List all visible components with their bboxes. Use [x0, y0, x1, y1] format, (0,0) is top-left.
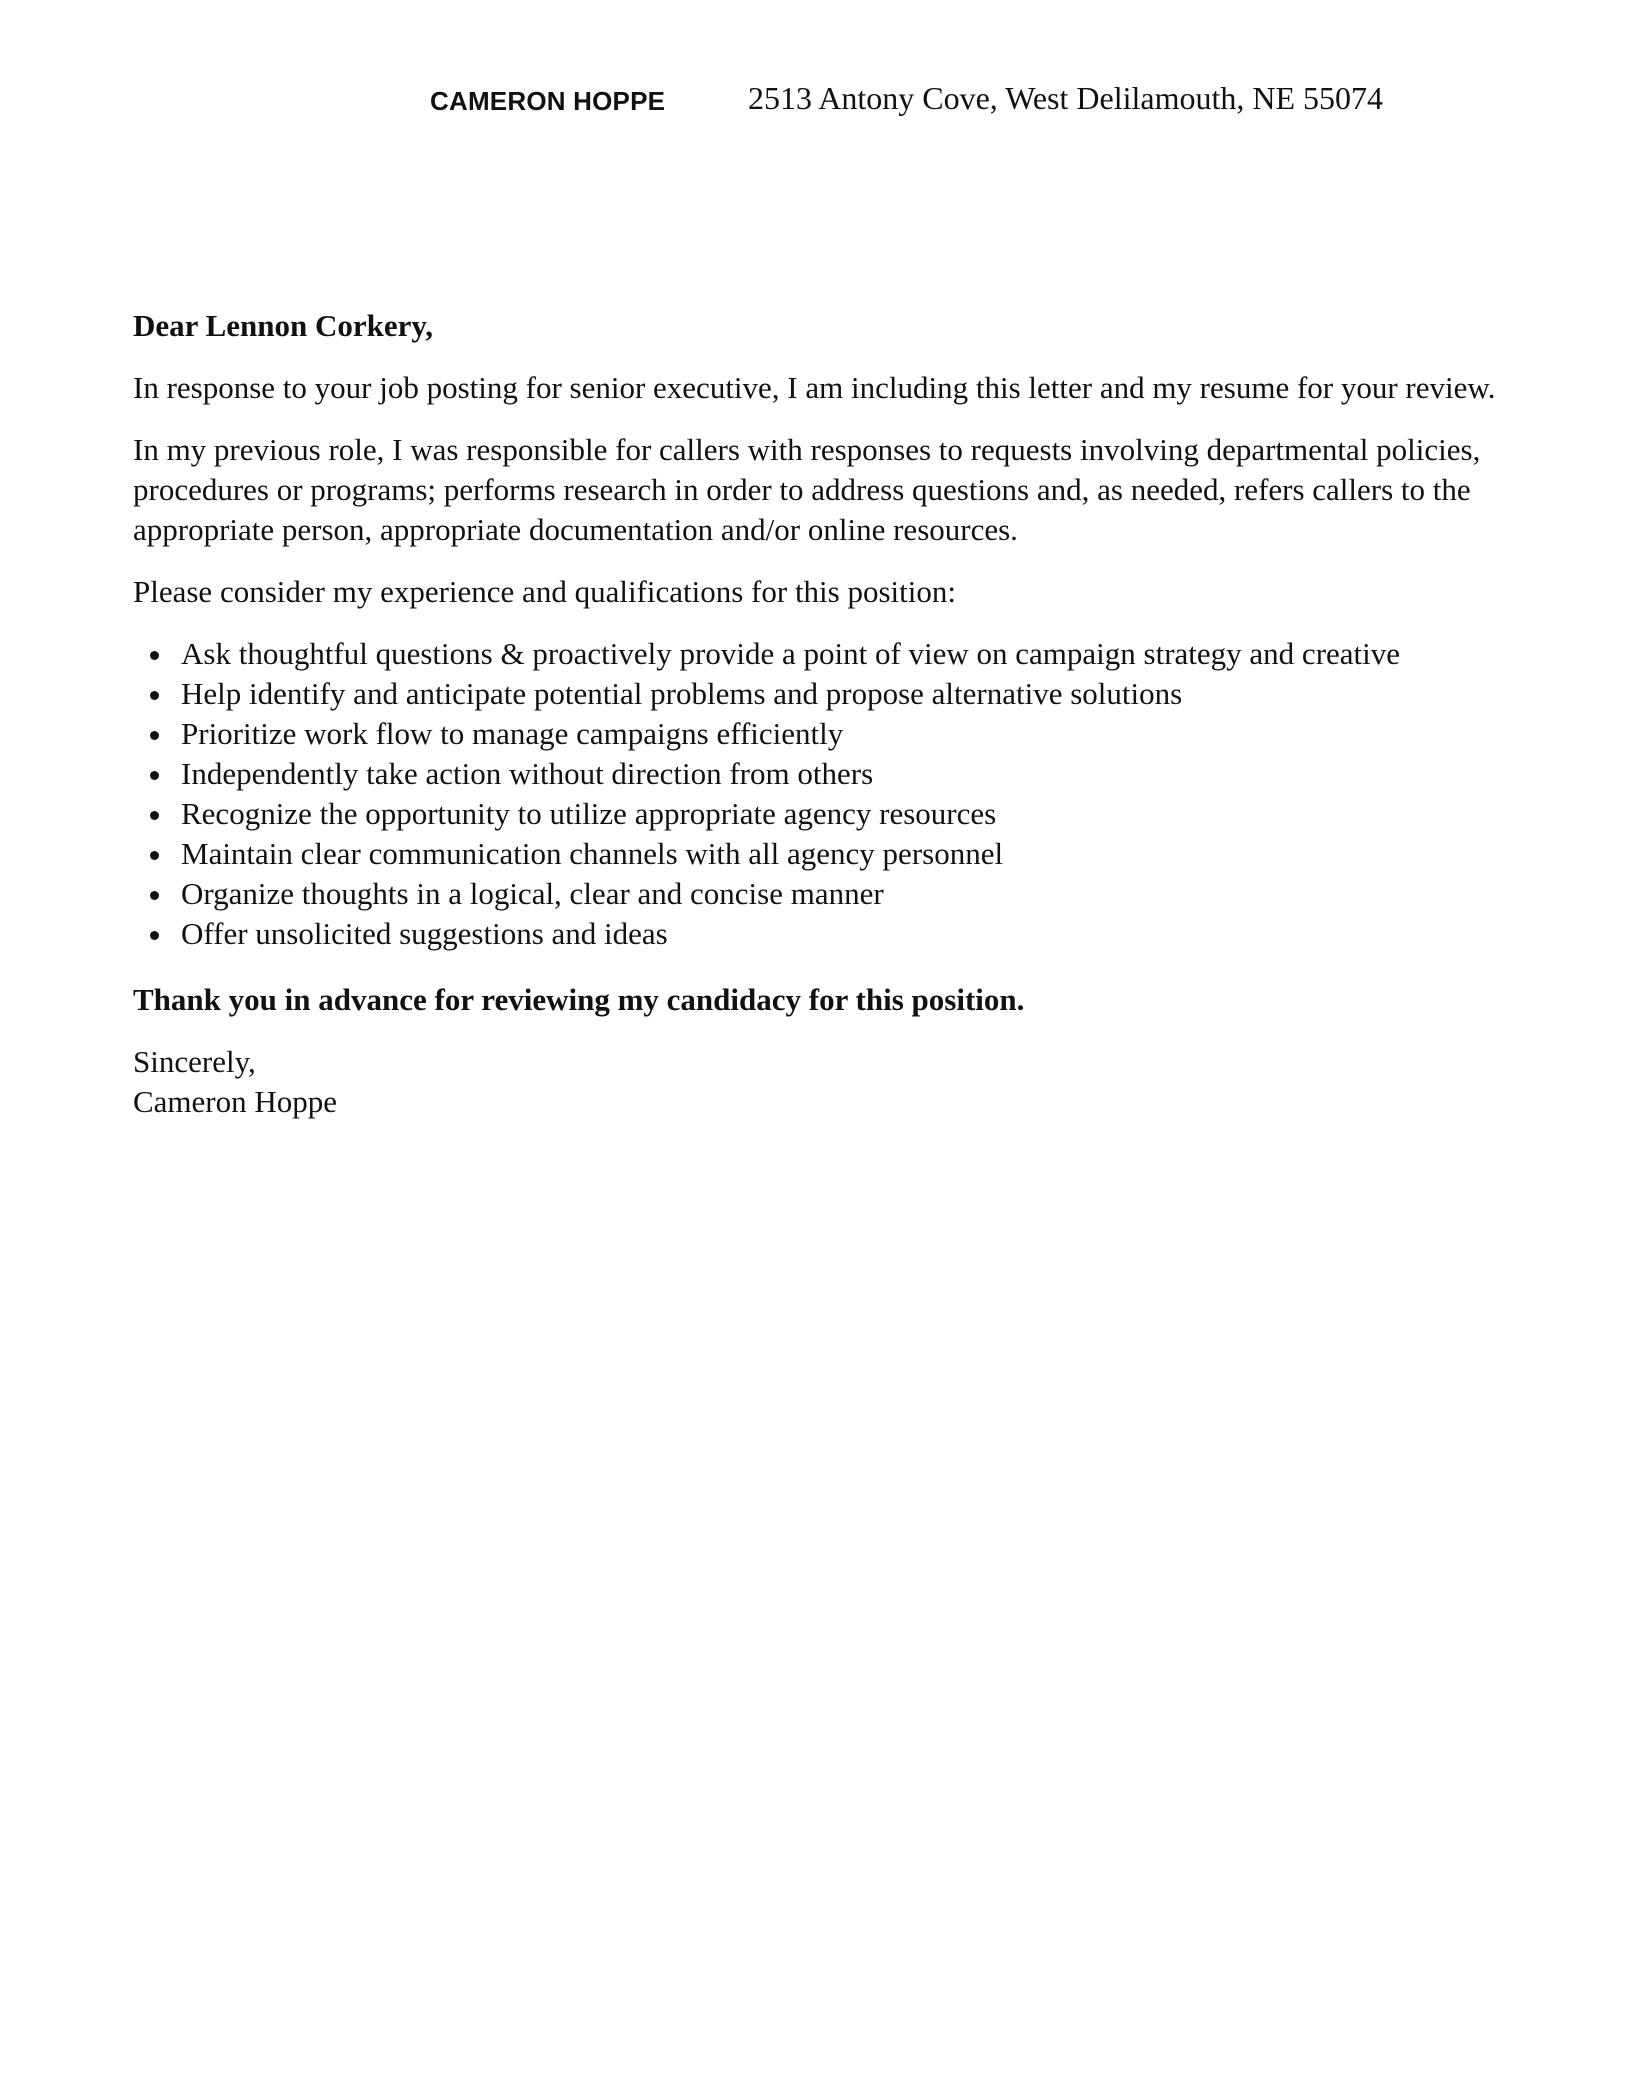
- qualification-text: Ask thoughtful questions & proactively provide a point of view on campaign strategy and creative: [181, 636, 1401, 671]
- qualification-item: [133, 874, 1503, 914]
- qualification-text: Maintain clear communication channels with all agency personnel: [181, 836, 1004, 871]
- experience-paragraph: In my previous role, I was responsible for callers with responses to requests involving departmental policies, procedures or programs; performs research in order to address questions and, as needed, refers callers to the appropriate person, appropriate documentation and/or online resources.: [133, 432, 1481, 547]
- qualifications-list: [133, 634, 1503, 954]
- bullet-icon: [150, 931, 159, 940]
- letter-body: [133, 306, 1503, 1122]
- qualification-item: [133, 714, 1503, 754]
- salutation: Dear Lennon Corkery,: [133, 308, 433, 343]
- qualification-text: Organize thoughts in a logical, clear and concise manner: [181, 876, 884, 911]
- letterhead: [0, 76, 1632, 126]
- qualification-item: [133, 914, 1503, 954]
- qualification-text: Offer unsolicited suggestions and ideas: [181, 916, 668, 951]
- qualification-item: [133, 674, 1503, 714]
- qualifications-lead-paragraph: Please consider my experience and qualifications for this position:: [133, 574, 956, 609]
- qualification-text: Prioritize work flow to manage campaigns efficiently: [181, 716, 844, 751]
- bullet-icon: [150, 851, 159, 860]
- qualification-text: Help identify and anticipate potential problems and propose alternative solutions: [181, 676, 1183, 711]
- signature-name: Cameron Hoppe: [133, 1084, 338, 1119]
- qualification-item: [133, 794, 1503, 834]
- qualification-item: [133, 754, 1503, 794]
- sender-name: CAMERON HOPPE: [430, 86, 666, 116]
- qualification-text: Independently take action without direction from others: [181, 756, 874, 791]
- bullet-icon: [150, 731, 159, 740]
- qualification-item: [133, 634, 1503, 674]
- bullet-icon: [150, 771, 159, 780]
- qualification-item: [133, 834, 1503, 874]
- signoff: Sincerely,: [133, 1044, 256, 1079]
- sender-address: 2513 Antony Cove, West Delilamouth, NE 55074: [748, 80, 1384, 116]
- bullet-icon: [150, 691, 159, 700]
- bullet-icon: [150, 811, 159, 820]
- bullet-icon: [150, 891, 159, 900]
- qualification-text: Recognize the opportunity to utilize appropriate agency resources: [181, 796, 997, 831]
- intro-paragraph: In response to your job posting for senior executive, I am including this letter and my resume for your review.: [133, 370, 1496, 405]
- closing-line: Thank you in advance for reviewing my candidacy for this position.: [133, 982, 1025, 1017]
- bullet-icon: [150, 651, 159, 660]
